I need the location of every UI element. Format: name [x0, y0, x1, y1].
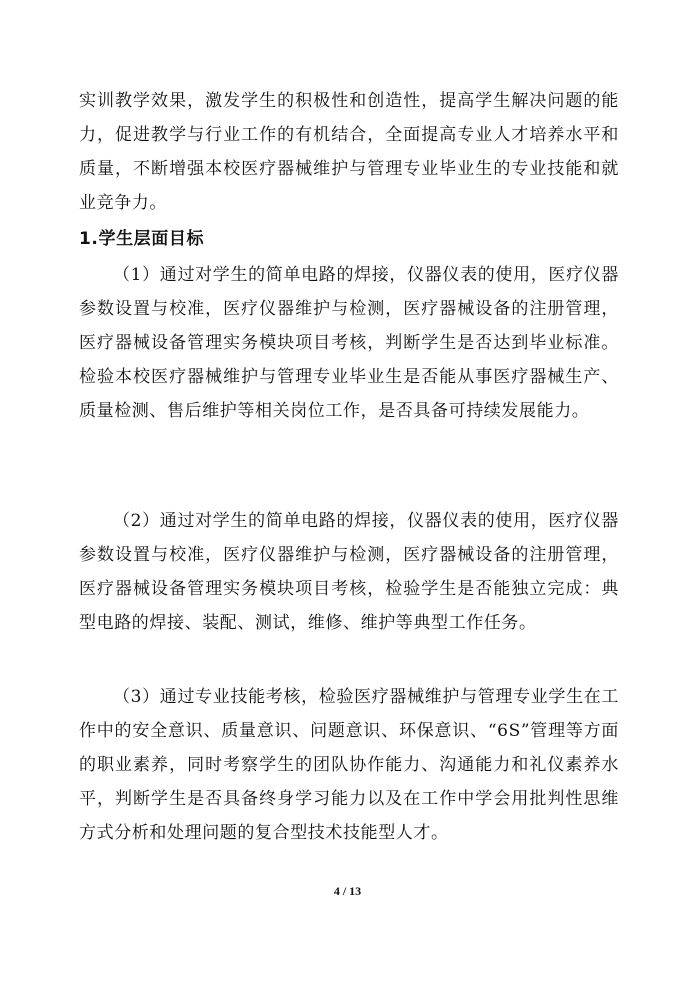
section-heading: 1.学生层面目标	[79, 229, 205, 249]
intro-paragraph: 实训教学效果，激发学生的积极性和创造性，提高学生解决问题的能力，促进教学与行业工作的有机结合，全面提高专业人才培养水平和质量，不断增强本校医疗器械维护与管理专业毕业生的专业技能和就业竞争力。	[79, 91, 619, 213]
page-number: 4 / 13	[333, 884, 362, 898]
paragraph-2: （2）通过对学生的简单电路的焊接，仪器仪表的使用，医疗仪器参数设置与校准，医疗仪器维护与检测，医疗器械设备的注册管理，医疗器械设备管理实务模块项目考核，检验学生是否能独立完成：典型电路的焊接、装配、测试，维修、维护等典型工作任务。	[79, 511, 619, 633]
paragraph-3: （3）通过专业技能考核，检验医疗器械维护与管理专业学生在工作中的安全意识、质量意识、问题意识、环保意识、“6S”管理等方面的职业素养，同时考察学生的团队协作能力、沟通能力和礼仪素养水平，判断学生是否具备终身学习能力以及在工作中学会用批判性思维方式分析和处理问题的复合型技术技能型人才。	[79, 687, 619, 843]
paragraph-1: （1）通过对学生的简单电路的焊接，仪器仪表的使用，医疗仪器参数设置与校准，医疗仪器维护与检测，医疗器械设备的注册管理，医疗器械设备管理实务模块项目考核，判断学生是否达到毕业标准。检验本校医疗器械维护与管理专业毕业生是否能从事医疗器械生产、质量检测、售后维护等相关岗位工作，是否具备可持续发展能力。	[79, 265, 619, 421]
